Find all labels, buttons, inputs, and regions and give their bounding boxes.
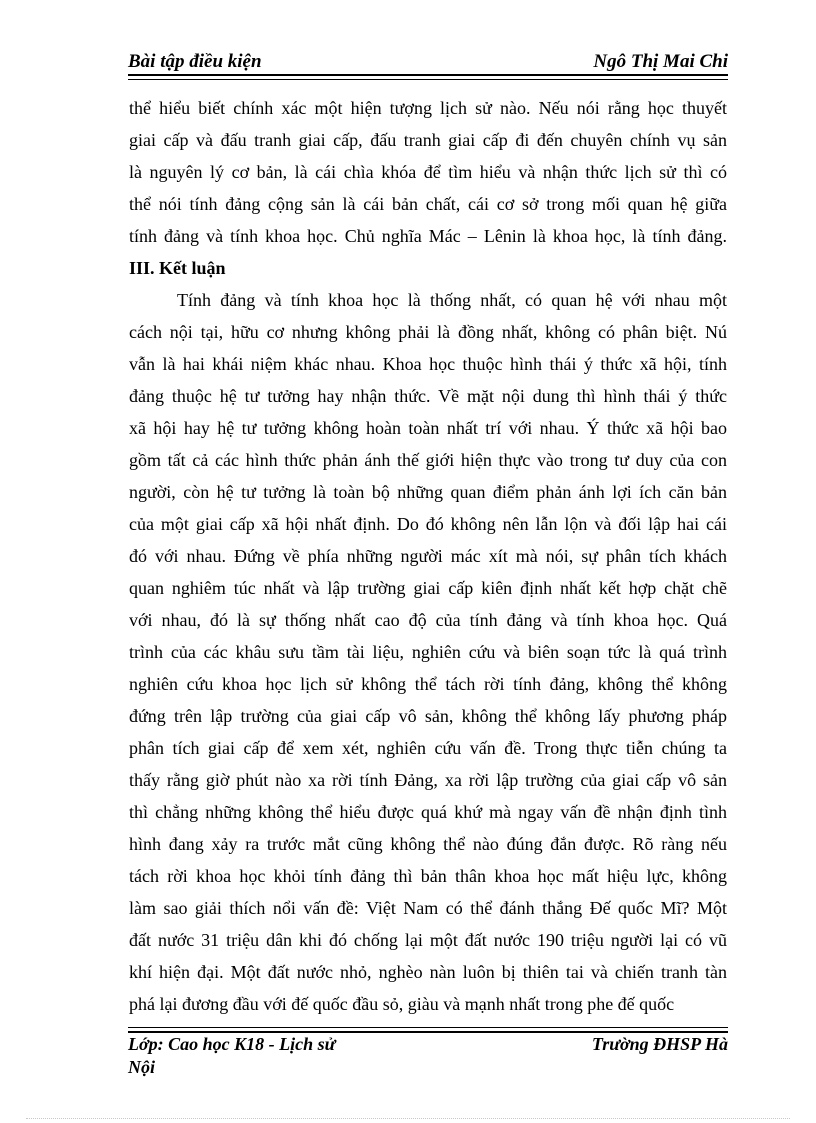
text-line: đất nước 31 triệu dân khi đó chống lại một đất nước 190 triệu người lại có vũ (129, 930, 727, 950)
text-line: khí hiện đại. Một đất nước nhỏ, nghèo nàn luôn bị thiên tai và chiến tranh tàn (129, 962, 727, 982)
text-line: giai cấp và đấu tranh giai cấp, đấu tranh giai cấp đi đến chuyên chính vụ sản (129, 130, 727, 150)
text-line: người, còn hệ tư tưởng là toàn bộ những quan điểm phản ánh lợi ích căn bản (129, 482, 727, 502)
header-author: Ngô Thị Mai Chi (593, 51, 728, 72)
header-rule-thin (128, 79, 728, 80)
footer-class-line-1: Lớp: Cao học K18 - Lịch sử (128, 1034, 336, 1054)
text-line: tính đảng và tính khoa học. Chủ nghĩa Mác – Lênin là khoa học, là tính đảng. (129, 226, 727, 246)
text-line: phân tích giai cấp để xem xét, nghiên cứu vấn đề. Trong thực tiễn chúng ta (129, 738, 727, 758)
page-footer (128, 1033, 728, 1081)
text-line: hình đang xảy ra trước mắt cũng không thể nào đúng đắn được. Rõ ràng nếu (129, 834, 727, 854)
text-line: quan nghiêm túc nhất và lập trường giai cấp kiên định nhất kết hợp chặt chẽ (129, 578, 727, 598)
text-line: thể hiểu biết chính xác một hiện tượng lịch sử nào. Nếu nói rằng học thuyết (129, 98, 727, 118)
header-title: Bài tập điều kiện (128, 51, 262, 72)
text-line: Tính đảng và tính khoa học là thống nhất, có quan hệ với nhau một (177, 290, 727, 310)
text-line: với nhau, đó là sự thống nhất cao độ của tính đảng và tính khoa học. Quá (129, 610, 727, 630)
text-line: trình của các khâu sưu tầm tài liệu, nghiên cứu và biên soạn tức là quá trình (129, 642, 727, 662)
page-header (128, 49, 728, 75)
text-line: của một giai cấp xã hội nhất định. Do đó không nên lẫn lộn và đối lập hai cái (129, 514, 727, 534)
document-body (129, 92, 727, 1020)
text-line: gồm tất cả các hình thức phản ánh thế giới hiện thực vào trong tư duy của con (129, 450, 727, 470)
text-line: nghiên cứu khoa học lịch sử không thể tách rời tính đảng, không thể không (129, 674, 727, 694)
text-line: vẫn là hai khái niệm khác nhau. Khoa học thuộc hình thái ý thức xã hội, tính (129, 354, 727, 374)
footer-rule-thin (128, 1027, 728, 1028)
text-line: thấy rằng giờ phút nào xa rời tính Đảng, xa rời lập trường của giai cấp vô sản (129, 770, 727, 790)
page-edge-divider (26, 1118, 790, 1119)
text-line: là nguyên lý cơ bản, là cái chìa khóa để tìm hiểu và nhận thức lịch sử thì có (129, 162, 727, 182)
section-heading: III. Kết luận (129, 258, 226, 278)
text-line: cách nội tại, hữu cơ nhưng không phải là đồng nhất, không có phân biệt. Nú (129, 322, 727, 342)
footer-class-info (128, 1033, 335, 1079)
text-line: thì chẳng những không thể hiểu được quá khứ mà ngay vấn đề nhận định tình (129, 802, 727, 822)
footer-class-line-2: Nội (128, 1057, 155, 1077)
footer-school: Trường ĐHSP Hà (591, 1034, 728, 1054)
text-line: tách rời khoa học khỏi tính đảng thì bản thân khoa học mất hiệu lực, không (129, 866, 727, 886)
text-line: đứng trên lập trường của giai cấp vô sản, không thể không lấy phương pháp (129, 706, 727, 726)
text-line: đảng thuộc hệ tư tưởng hay nhận thức. Về mặt nội dung thì hình thái ý thức (129, 386, 727, 406)
text-line: đó với nhau. Đứng về phía những người mác xít mà nói, sự phân tích khách (129, 546, 727, 566)
header-rule-thick (128, 74, 728, 76)
text-line: thể nói tính đảng cộng sản là cái bản chất, cái cơ sở trong mối quan hệ giữa (129, 194, 727, 214)
text-line: phá lại đương đầu với đế quốc đầu sỏ, giàu và mạnh nhất trong phe đế quốc (129, 994, 675, 1014)
text-line: làm sao giải thích nổi vấn đề: Việt Nam có thể đánh thắng Đế quốc Mĩ? Một (129, 898, 727, 918)
text-line: xã hội hay hệ tư tưởng không hoàn toàn nhất trí với nhau. Ý thức xã hội bao (129, 418, 727, 438)
